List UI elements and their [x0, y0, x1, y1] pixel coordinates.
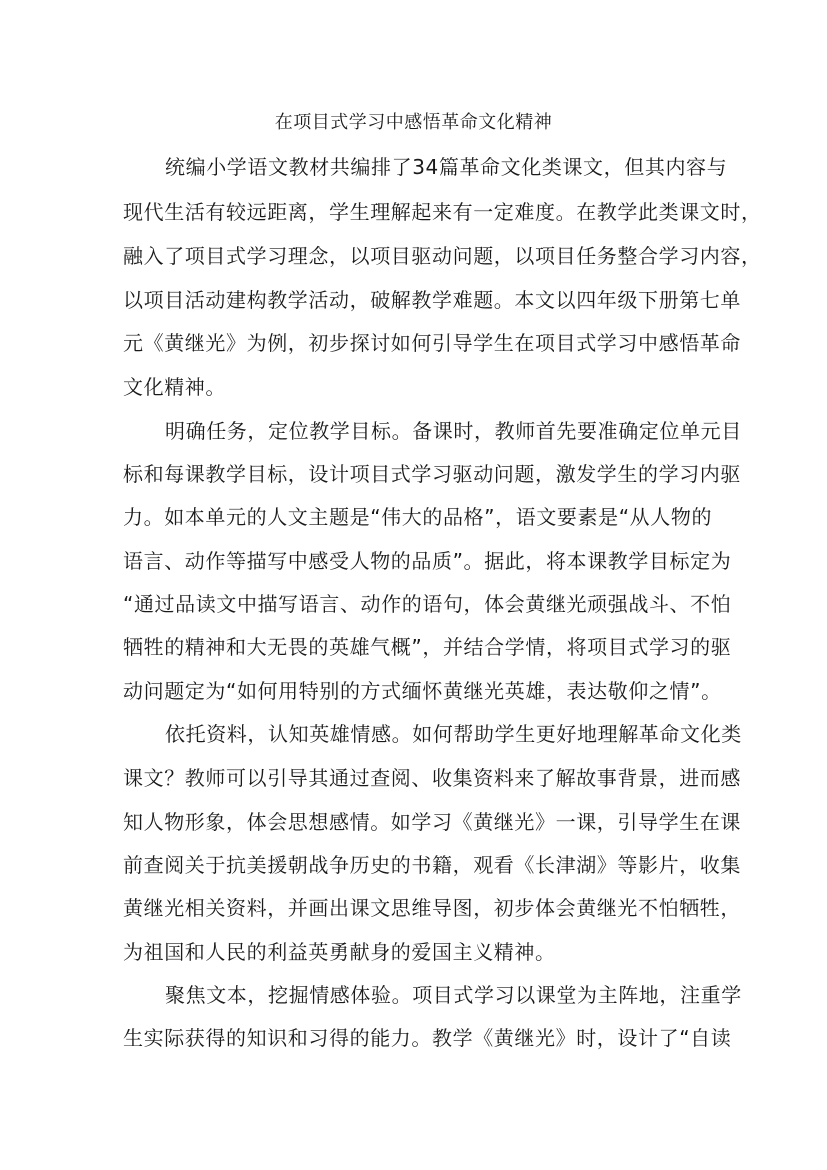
paragraph-2-line-5: “通过品读文中描写语言、动作的语句，体会黄继光顽强战斗、不怕 — [123, 592, 732, 616]
paragraph-3-line-4: 前查阅关于抗美援朝战争历史的书籍，观看《长津湖》等影片，收集 — [123, 853, 741, 877]
paragraph-3-line-2: 课文？教师可以引导其通过查阅、收集资料来了解故事背景，进而感 — [123, 766, 741, 790]
paragraph-1-line-4: 以项目活动建构教学活动，破解教学难题。本文以四年级下册第七单 — [123, 288, 741, 312]
paragraph-2-line-3: 力。如本单元的人文主题是“伟大的品格”，语文要素是“从人物的 — [123, 505, 713, 529]
paragraph-2-line-1: 明确任务，定位教学目标。备课时，教师首先要准确定位单元目 — [165, 419, 742, 443]
paragraph-1-line-3: 融入了项目式学习理念，以项目驱动问题，以项目任务整合学习内容， — [123, 244, 762, 268]
paragraph-3-line-5: 黄继光相关资料，并画出课文思维导图，初步体会黄继光不怕牺牲， — [123, 896, 741, 920]
paragraph-1-line-2: 现代生活有较远距离，学生理解起来有一定难度。在教学此类课文时， — [123, 200, 762, 224]
paragraph-2-line-7: 动问题定为“如何用特别的方式缅怀黄继光英雄，表达敬仰之情”。 — [123, 679, 722, 703]
paragraph-1-line-6: 文化精神。 — [123, 375, 226, 399]
paragraph-4-line-1: 聚焦文本，挖掘情感体验。项目式学习以课堂为主阵地，注重学 — [165, 983, 742, 1007]
paragraph-1-line-5: 元《黄继光》为例，初步探讨如何引导学生在项目式学习中感悟革命 — [123, 331, 741, 355]
paragraph-2-line-4: 语言、动作等描写中感受人物的品质”。据此，将本课教学目标定为 — [123, 549, 732, 573]
paragraph-4-line-2: 生实际获得的知识和习得的能力。教学《黄继光》时，设计了“自读 — [123, 1026, 732, 1050]
paragraph-2-line-2: 标和每课教学目标，设计项目式学习驱动问题，激发学生的学习内驱 — [123, 462, 741, 486]
paragraph-3-line-1: 依托资料，认知英雄情感。如何帮助学生更好地理解革命文化类 — [165, 722, 742, 746]
paragraph-1-line-1: 统编小学语文教材共编排了34篇革命文化类课文，但其内容与 — [165, 155, 728, 179]
paragraph-2-line-6: 牺牲的精神和大无畏的英雄气概”，并结合学情，将项目式学习的驱 — [123, 635, 732, 659]
paragraph-3-line-3: 知人物形象，体会思想感情。如学习《黄继光》一课，引导学生在课 — [123, 810, 741, 834]
paragraph-3-line-6: 为祖国和人民的利益英勇献身的爱国主义精神。 — [123, 940, 556, 964]
document-title: 在项目式学习中感悟革命文化精神 — [274, 112, 553, 133]
